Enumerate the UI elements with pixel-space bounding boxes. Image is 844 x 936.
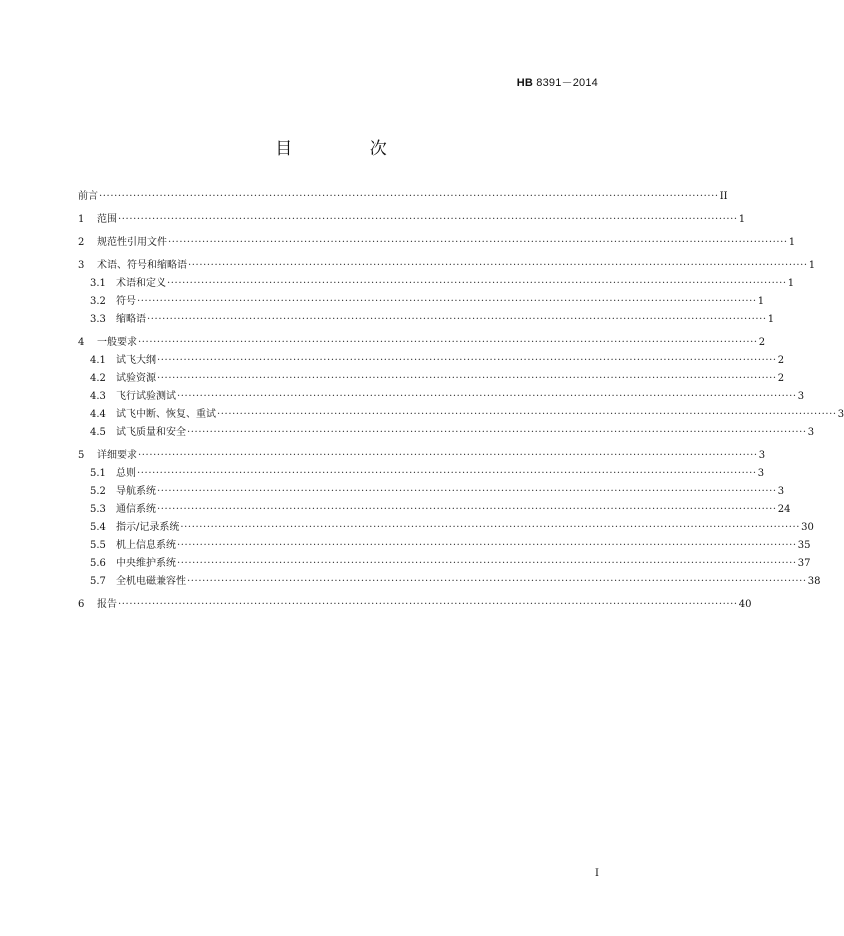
toc-entry-page: II [719, 191, 728, 202]
toc-title: 目 次 [275, 139, 423, 159]
toc-entry-3[interactable] [78, 257, 816, 275]
toc-entry-4-1[interactable] [78, 352, 785, 370]
toc-entry-5-1[interactable] [78, 465, 765, 483]
toc-leader-dots: ···································································································································································· [138, 450, 758, 461]
toc-entry-5-7[interactable] [78, 573, 821, 591]
toc-entry-page: 3 [807, 427, 815, 438]
toc-entry-2[interactable] [78, 234, 796, 252]
toc-leader-dots: ···································································································································································· [157, 504, 777, 515]
toc-entry-label: 总则 [116, 468, 136, 479]
toc-entry-5-5[interactable] [78, 537, 811, 555]
toc-entry-number: 4.3 [90, 391, 106, 402]
toc-entry-4-3[interactable] [78, 388, 805, 406]
toc-leader-dots: ···································································································································································· [138, 337, 758, 348]
toc-leader-dots: ···································································································································································· [177, 540, 797, 551]
toc-entry-label: 符号 [116, 296, 136, 307]
toc-leader-dots: ···································································································································································· [137, 468, 757, 479]
toc-entry-label: 导航系统 [116, 486, 156, 497]
toc-entry-page: 1 [788, 237, 796, 248]
toc-entry-page: 2 [777, 355, 785, 366]
toc-entry-number: 4.1 [90, 355, 106, 366]
toc-entry-number: 5.5 [90, 540, 106, 551]
toc-entry-page: 3 [758, 450, 766, 461]
toc-entry-5[interactable] [78, 447, 766, 465]
toc-leader-dots: ···································································································································································· [118, 599, 738, 610]
toc-entry-label: 详细要求 [97, 450, 137, 461]
toc-entry-3-2[interactable] [78, 293, 765, 311]
toc-entry-label: 中央维护系统 [116, 558, 176, 569]
toc-entry-number: 3.2 [90, 296, 106, 307]
toc-entry-3-1[interactable] [78, 275, 795, 293]
toc-leader-dots: ···································································································································································· [157, 373, 777, 384]
toc-entry-label: 前言 [78, 191, 98, 202]
toc-leader-dots: ···································································································································································· [180, 522, 801, 533]
toc-entry-4-2[interactable] [78, 370, 785, 388]
toc-entry-4-5[interactable] [78, 424, 815, 442]
toc-entry-number: 6 [78, 599, 85, 610]
toc-entry-page: 1 [808, 260, 816, 271]
toc-entry-page: 30 [801, 522, 814, 533]
toc-entry-label: 试验资源 [116, 373, 156, 384]
toc-entry-label: 机上信息系统 [116, 540, 176, 551]
toc-entry-page: 3 [777, 486, 785, 497]
toc-entry-label: 全机电磁兼容性 [116, 576, 186, 587]
toc-entry-page: 24 [777, 504, 791, 515]
toc-entry-number: 4 [78, 337, 85, 348]
toc-entry-label: 规范性引用文件 [97, 237, 167, 248]
toc-entry-page: 3 [797, 391, 805, 402]
toc-entry-page: 37 [797, 558, 811, 569]
toc-entry-1[interactable] [78, 211, 746, 229]
toc-entry-label: 指示/记录系统 [116, 522, 180, 533]
toc-entry-label: 通信系统 [116, 504, 156, 515]
toc-entry-number: 3.3 [90, 314, 106, 325]
toc-leader-dots: ···································································································································································· [177, 558, 797, 569]
toc-entry-number: 5.2 [90, 486, 106, 497]
table-of-contents [78, 188, 844, 614]
toc-entry-label: 试飞中断、恢复、重试 [116, 409, 216, 420]
toc-entry-label: 范围 [97, 214, 117, 225]
toc-entry-6[interactable] [78, 596, 752, 614]
toc-leader-dots: ···································································································································································· [137, 296, 757, 307]
toc-entry-label: 缩略语 [116, 314, 146, 325]
toc-entry-number: 5.1 [90, 468, 106, 479]
standard-series: HB [516, 77, 533, 89]
toc-entry-page: 1 [787, 278, 795, 289]
toc-entry-5-2[interactable] [78, 483, 785, 501]
toc-entry-page: 3 [837, 409, 844, 420]
toc-entry-label: 术语、符号和缩略语 [97, 260, 187, 271]
toc-leader-dots: ···································································································································································· [217, 409, 837, 420]
toc-entry-number: 5 [78, 450, 85, 461]
toc-entry-page: 1 [757, 296, 765, 307]
toc-leader-dots: ···································································································································································· [187, 427, 807, 438]
toc-entry-number: 3.1 [90, 278, 106, 289]
toc-entry-3-3[interactable] [78, 311, 775, 329]
toc-entry-label: 报告 [97, 599, 117, 610]
toc-entry-foreword[interactable] [78, 188, 728, 206]
toc-entry-number: 4.4 [90, 409, 106, 420]
toc-entry-number: 5.7 [90, 576, 106, 587]
toc-leader-dots: ···································································································································································· [187, 576, 807, 587]
toc-entry-number: 5.4 [90, 522, 106, 533]
toc-entry-number: 3 [78, 260, 85, 271]
standard-number [517, 74, 598, 90]
toc-leader-dots: ···································································································································································· [99, 191, 719, 202]
toc-leader-dots: ···································································································································································· [147, 314, 767, 325]
toc-leader-dots: ···································································································································································· [118, 214, 738, 225]
toc-leader-dots: ···································································································································································· [157, 355, 777, 366]
toc-entry-5-3[interactable] [78, 501, 791, 519]
toc-entry-4[interactable] [78, 334, 766, 352]
toc-entry-page: 1 [767, 314, 775, 325]
toc-entry-page: 2 [758, 337, 766, 348]
toc-entry-page: 1 [738, 214, 746, 225]
toc-entry-page: 3 [757, 468, 765, 479]
toc-entry-label: 飞行试验测试 [116, 391, 176, 402]
page-number: I [595, 868, 599, 879]
toc-entry-page: 38 [807, 576, 821, 587]
toc-entry-page: 35 [797, 540, 811, 551]
toc-entry-page: 40 [738, 599, 752, 610]
toc-leader-dots: ···································································································································································· [167, 278, 787, 289]
toc-entry-4-4[interactable] [78, 406, 844, 424]
toc-entry-number: 4.2 [90, 373, 106, 384]
toc-entry-label: 试飞大纲 [116, 355, 156, 366]
toc-entry-number: 1 [78, 214, 85, 225]
toc-entry-label: 术语和定义 [116, 278, 166, 289]
toc-entry-number: 5.3 [90, 504, 106, 515]
toc-entry-5-6[interactable] [78, 555, 811, 573]
toc-leader-dots: ···································································································································································· [157, 486, 777, 497]
toc-leader-dots: ···································································································································································· [177, 391, 797, 402]
toc-leader-dots: ···································································································································································· [168, 237, 788, 248]
toc-entry-5-4[interactable] [78, 519, 814, 537]
toc-entry-label: 试飞质量和安全 [116, 427, 186, 438]
toc-entry-number: 4.5 [90, 427, 106, 438]
standard-code: 8391－2014 [536, 77, 598, 89]
toc-entry-label: 一般要求 [97, 337, 137, 348]
toc-entry-number: 5.6 [90, 558, 106, 569]
toc-leader-dots: ···································································································································································· [188, 260, 808, 271]
toc-entry-number: 2 [78, 237, 85, 248]
toc-entry-page: 2 [777, 373, 785, 384]
